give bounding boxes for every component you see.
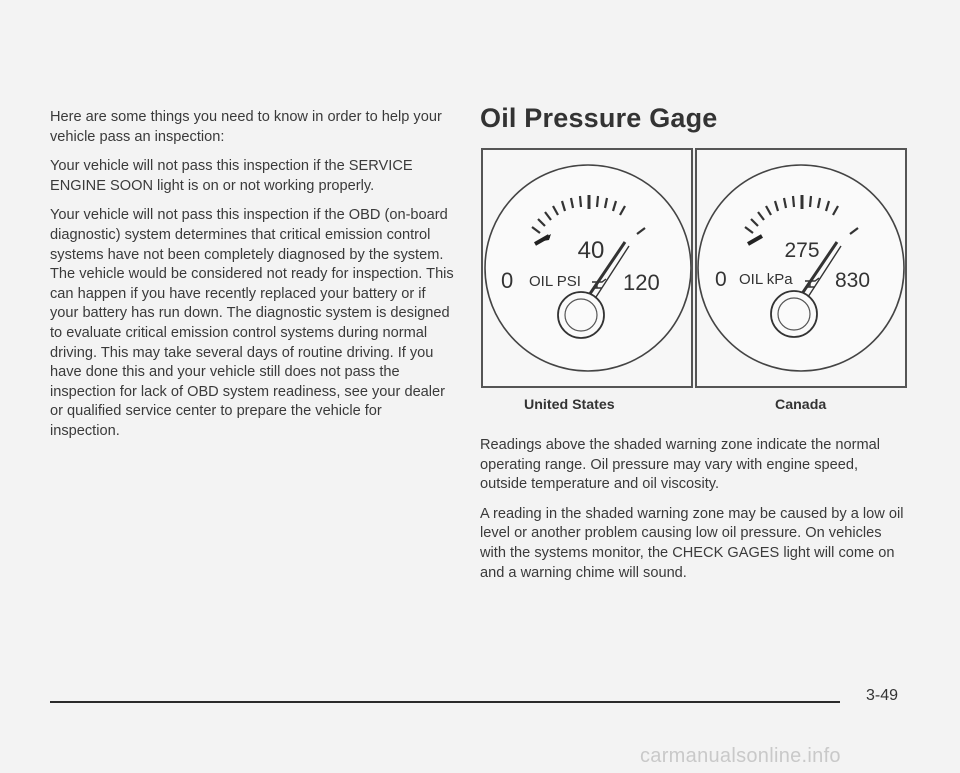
- gauge-mid-label: 40: [577, 237, 605, 264]
- oil-gauge-us-illustration: [481, 148, 693, 388]
- oil-gauge-us-svg: [483, 150, 691, 386]
- gauge-unit-label: OIL kPa: [739, 271, 793, 288]
- paragraph: Your vehicle will not pass this inspection if the OBD (on-board diagnostic) system determines that critical emission control systems have not been completely diagnosed by the system. The vehicle would be considered not ready for inspection. This can happen if you have recently replaced your battery or if your battery has run down. The diagnostic system is designed to evaluate critical emission control systems during normal driving. This may take several days of routine driving. If you have done this and your vehicle still does not pass the inspection for lack of OBD system readiness, see your dealer or qualified service center to prepare the vehicle for inspection.: [50, 207, 454, 439]
- page-number: 3-49: [866, 687, 899, 704]
- gauge-unit-label: OIL PSI: [529, 273, 581, 290]
- inspection-text-column: [50, 108, 455, 452]
- gauge-max-label: 830: [835, 269, 871, 292]
- gauge-caption-us: United States: [524, 397, 615, 413]
- gauge-caption-canada: Canada: [775, 397, 827, 413]
- watermark: carmanualsonline.info: [640, 745, 841, 767]
- gauge-mid-label: 275: [784, 239, 820, 262]
- gauge-min-label: 0: [501, 268, 514, 293]
- gauge-max-label: 120: [623, 270, 660, 295]
- paragraph: Readings above the shaded warning zone indicate the normal operating range. Oil pressure may vary with engine speed, outside temperature and oil viscosity.: [480, 437, 880, 493]
- paragraph: Here are some things you need to know in order to help your vehicle pass an inspection:: [50, 109, 442, 145]
- gauge-min-label: 0: [715, 268, 727, 291]
- paragraph: A reading in the shaded warning zone may be caused by a low oil level or another problem causing low oil pressure. On vehicles with the systems monitor, the CHECK GAGES light will come on and a warning chime will sound.: [480, 505, 904, 581]
- section-heading: Oil Pressure Gage: [480, 103, 718, 133]
- oil-gauge-canada-svg: [697, 150, 905, 386]
- footer-rule: [50, 701, 840, 703]
- oil-gauge-canada-illustration: [695, 148, 907, 388]
- paragraph: Your vehicle will not pass this inspection if the SERVICE ENGINE SOON light is on or not working properly.: [50, 158, 413, 194]
- oil-pressure-text-column: [480, 436, 905, 593]
